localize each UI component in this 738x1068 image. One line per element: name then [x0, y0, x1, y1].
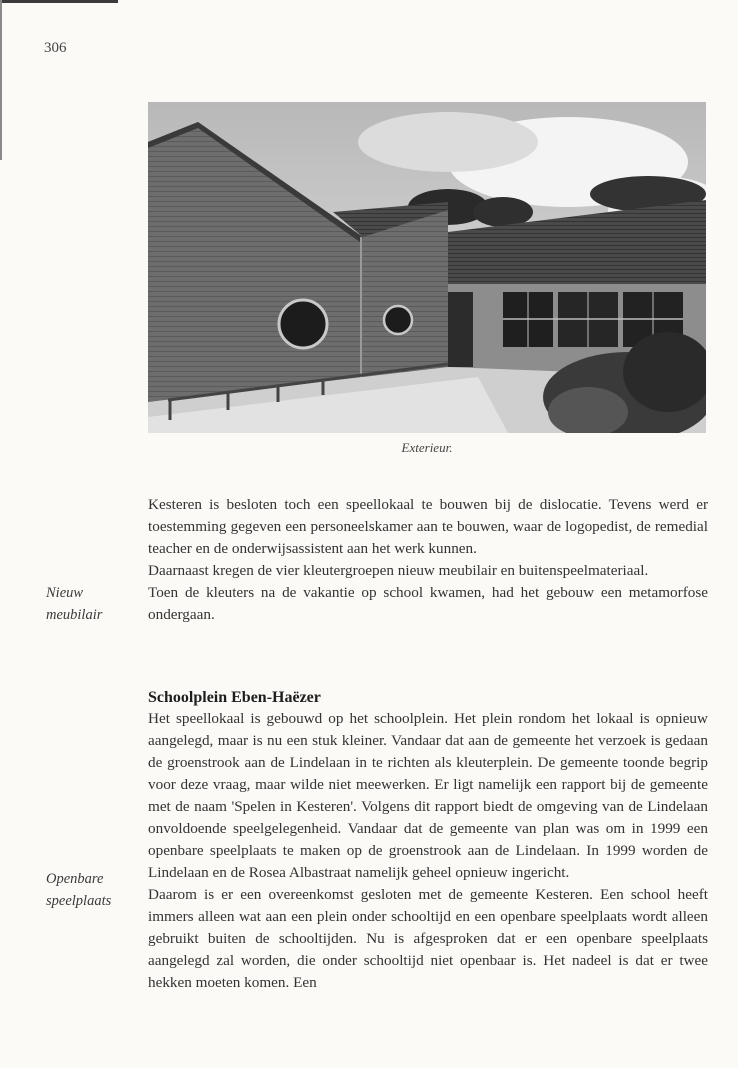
margin-note [46, 582, 102, 626]
figure-caption: Exterieur. [401, 440, 453, 455]
paragraph: Kesteren is besloten toch een speellokaal te bouwen bij de dislocatie. Tevens werd er toestemming gegeven een personeelskamer aan te bouwen, waar de logopedist, de remedial teacher en de onderwijsassistent aan het werk kunnen. [148, 496, 708, 557]
margin-note [46, 868, 111, 912]
margin-note-line: speelplaats [46, 893, 112, 909]
scan-edge-left [0, 0, 2, 160]
section-schoolplein [148, 688, 708, 994]
school-exterior-photo [148, 102, 706, 433]
section-body [148, 708, 708, 994]
intro-text [148, 494, 708, 626]
margin-note-line: Nieuw [46, 585, 84, 601]
paragraph: Toen de kleuters na de vakantie op school kwamen, had het gebouw een metamorfose ondergaan. [148, 584, 708, 623]
paragraph: Daarnaast kregen de vier kleutergroepen nieuw meubilair en buitenspeelmateriaal. [148, 562, 649, 579]
page-number: 306 [44, 40, 67, 56]
paragraph: Daarom is er een overeenkomst gesloten met de gemeente Kesteren. Een school heeft immers alleen wat aan een plein onder schooltijd en een openbare speelplaats wordt alleen gebruikt buiten de schooltijden. Nu is afgesproken dat er een openbare speelplaats aangelegd zal worden, die onder schooltijd niet openbaar is. Het nadeel is dat er twee hekken moeten komen. Een [148, 886, 708, 991]
margin-note-line: meubilair [46, 607, 103, 623]
scan-edge-top [0, 0, 118, 3]
margin-note-line: Openbare [46, 871, 104, 887]
section-heading: Schoolplein Eben-Haëzer [148, 689, 321, 706]
paragraph: Het speellokaal is gebouwd op het schoolplein. Het plein rondom het lokaal is opnieuw aangelegd, maar is nu een stuk kleiner. Vandaar dat aan de gemeente het verzoek is gedaan de groenstrook aan de Lindelaan in te richten als kleuterplein. De gemeente toonde begrip voor deze vraag, maar wilde niet meewerken. Er ligt namelijk een rapport bij de gemeente met de naam 'Spelen in Kesteren'. Volgens dit rapport biedt de omgeving van de Lindelaan onvoldoende speelgelegenheid. Vandaar dat de gemeente van plan was om in 1999 een openbare speelplaats te maken op de groenstrook aan de Lindelaan. In 1999 worden de Lindelaan en de Rosea Albastraat namelijk geheel opnieuw ingericht. [148, 710, 708, 881]
